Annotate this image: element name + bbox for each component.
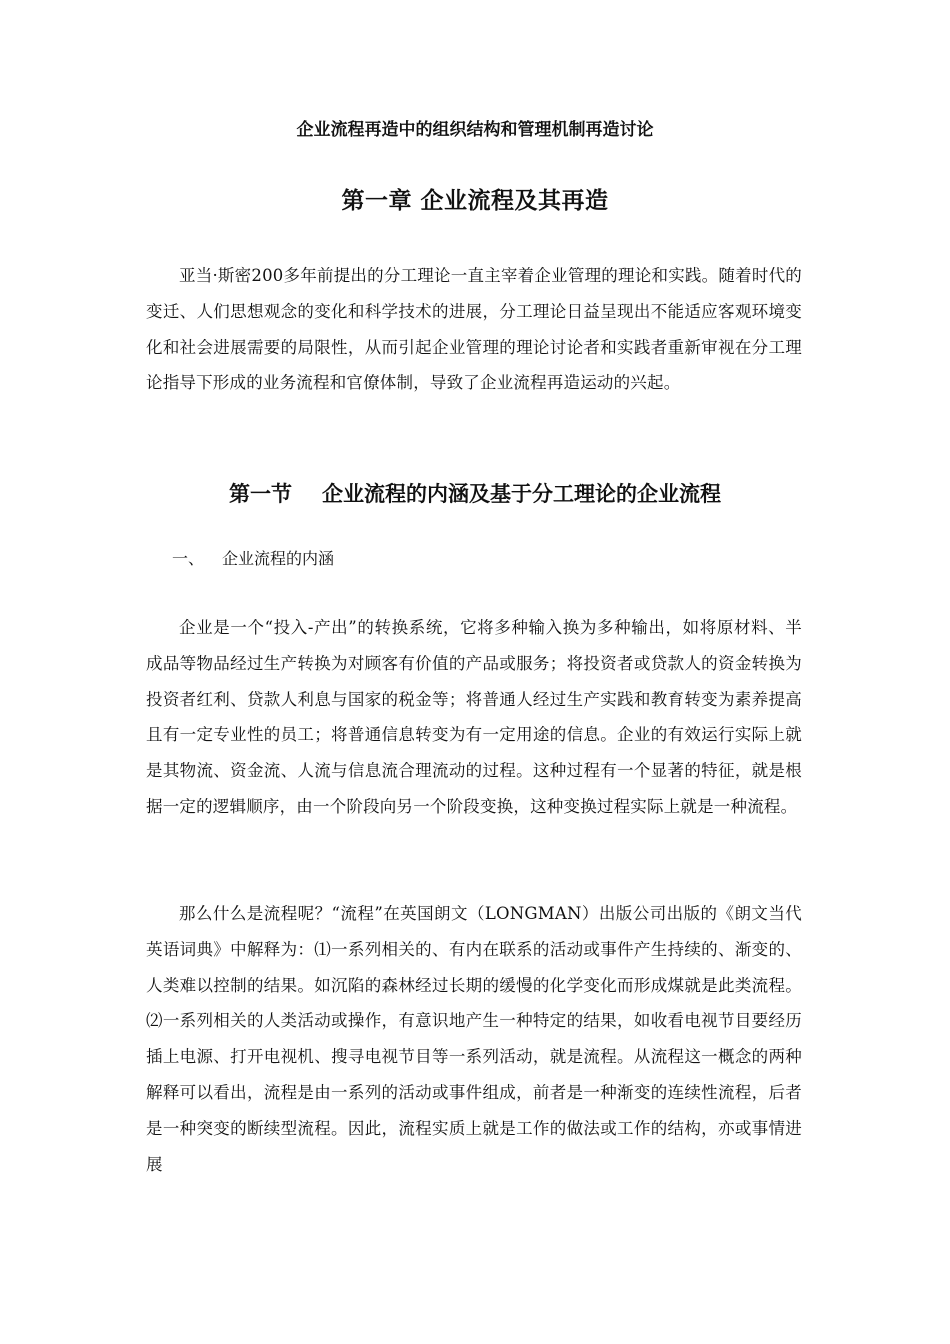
document-title: 企业流程再造中的组织结构和管理机制再造讨论 [296, 120, 654, 140]
section-number: 第一节 [229, 481, 292, 506]
body-paragraph: 那么什么是流程呢？“流程”在英国朗文（LONGMAN）出版公司出版的《朗文当代英语词典》中解释为：⑴一系列相关的、有内在联系的活动或事件产生持续的、渐变的、人类难以控制的结果。如沉陷的森林经过长期的缓慢的化学变化而形成煤就是此类流程。⑵一系列相关的人类活动或操作，有意识地产生一种特定的结果，如收看电视节目要经历插上电源、打开电视机、搜寻电视节目等一系列活动，就是流程。从流程这一概念的两种解释可以看出，流程是由一系列的活动或事件组成，前者是一种渐变的连续性流程，后者是一种突变的断续型流程。因此，流程实质上就是工作的做法或工作的结构，亦或事情进展 [146, 904, 802, 1174]
subheading-number: 一、 [172, 549, 205, 568]
chapter-title: 第一章 企业流程及其再造 [341, 187, 609, 214]
section-title: 企业流程的内涵及基于分工理论的企业流程 [322, 481, 721, 506]
subheading [172, 546, 334, 572]
subheading-text: 企业流程的内涵 [222, 549, 335, 568]
section-heading [0, 478, 950, 510]
body-paragraph: 企业是一个“投入-产出”的转换系统，它将多种输入换为多种输出，如将原材料、半成品等物品经过生产转换为对顾客有价值的产品或服务；将投资者或贷款人的资金转换为投资者红利、贷款人利息与国家的税金等；将普通人经过生产实践和教育转变为素养提高且有一定专业性的员工；将普通信息转变为有一定用途的信息。企业的有效运行实际上就是其物流、资金流、人流与信息流合理流动的过程。这种过程有一个显著的特征，就是根据一定的逻辑顺序，由一个阶段向另一个阶段变换，这种变换过程实际上就是一种流程。 [146, 618, 802, 816]
body-paragraph: 亚当·斯密200多年前提出的分工理论一直主宰着企业管理的理论和实践。随着时代的变迁、人们思想观念的变化和科学技术的进展，分工理论日益呈现出不能适应客观环境变化和社会进展需要的局限性，从而引起企业管理的理论讨论者和实践者重新审视在分工理论指导下形成的业务流程和官僚体制，导致了企业流程再造运动的兴起。 [146, 266, 802, 393]
